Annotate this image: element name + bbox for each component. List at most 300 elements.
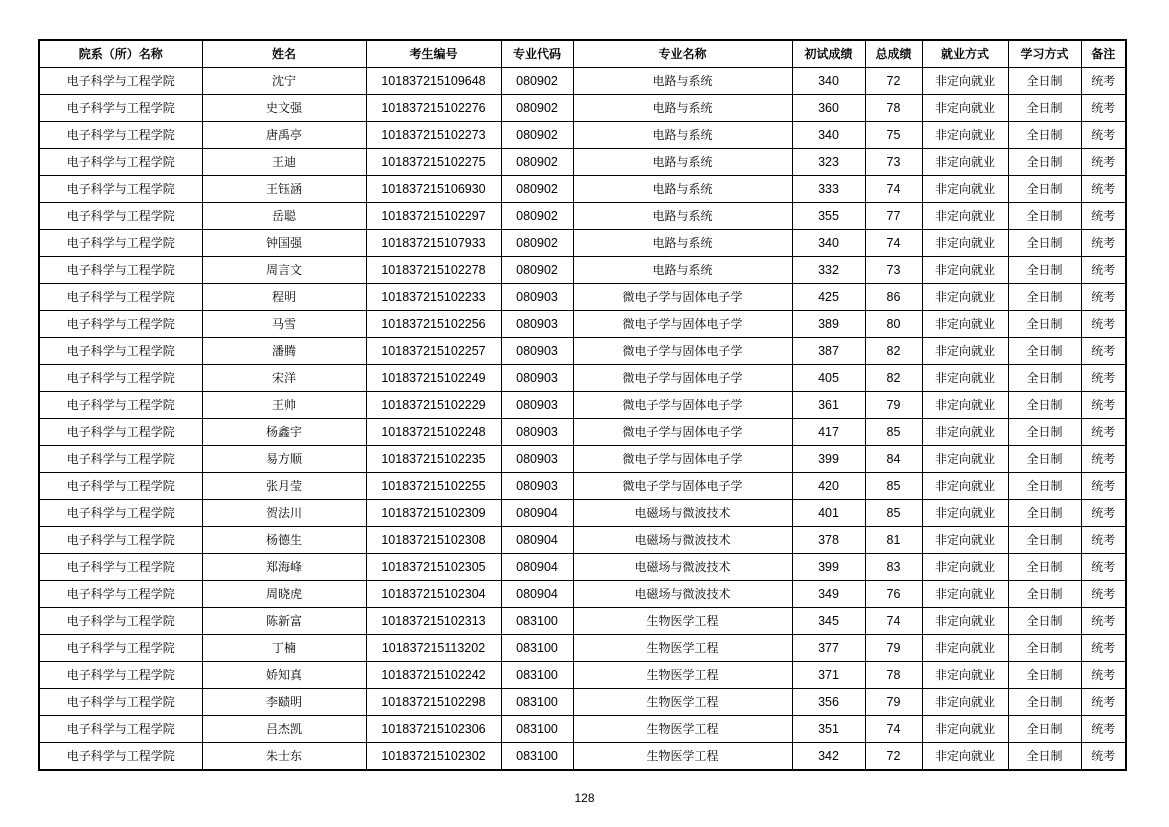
major-code-cell: 083100: [501, 608, 573, 635]
table-row: [39, 68, 1126, 95]
major-name-cell: 微电子学与固体电子学: [573, 419, 792, 446]
name-cell: 史文强: [202, 95, 366, 122]
department-cell: 电子科学与工程学院: [39, 365, 202, 392]
candidate-id-cell: 101837215107933: [366, 230, 501, 257]
initial-score-cell: 356: [792, 689, 865, 716]
major-code-cell: 080902: [501, 68, 573, 95]
study-mode-cell: 全日制: [1008, 365, 1081, 392]
department-cell: 电子科学与工程学院: [39, 149, 202, 176]
table-row: [39, 365, 1126, 392]
major-code-cell: 080903: [501, 284, 573, 311]
employment-type-cell: 非定向就业: [922, 203, 1008, 230]
initial-score-cell: 333: [792, 176, 865, 203]
name-cell: 吕杰凯: [202, 716, 366, 743]
major-name-cell: 电磁场与微波技术: [573, 527, 792, 554]
total-score-cell: 74: [865, 230, 922, 257]
table-row: [39, 689, 1126, 716]
total-score-cell: 72: [865, 743, 922, 771]
total-score-cell: 79: [865, 689, 922, 716]
study-mode-cell: 全日制: [1008, 500, 1081, 527]
study-mode-cell: 全日制: [1008, 554, 1081, 581]
initial-score-cell: 399: [792, 554, 865, 581]
study-mode-cell: 全日制: [1008, 635, 1081, 662]
header-remarks: 备注: [1081, 40, 1126, 68]
table-row: [39, 257, 1126, 284]
remarks-cell: 统考: [1081, 203, 1126, 230]
remarks-cell: 统考: [1081, 608, 1126, 635]
initial-score-cell: 389: [792, 311, 865, 338]
major-name-cell: 微电子学与固体电子学: [573, 311, 792, 338]
table-row: [39, 392, 1126, 419]
table-row: [39, 149, 1126, 176]
major-code-cell: 083100: [501, 716, 573, 743]
candidate-id-cell: 101837215102249: [366, 365, 501, 392]
remarks-cell: 统考: [1081, 365, 1126, 392]
initial-score-cell: 420: [792, 473, 865, 500]
study-mode-cell: 全日制: [1008, 419, 1081, 446]
header-candidate-id: 考生编号: [366, 40, 501, 68]
table-row: [39, 446, 1126, 473]
total-score-cell: 75: [865, 122, 922, 149]
initial-score-cell: 340: [792, 68, 865, 95]
department-cell: 电子科学与工程学院: [39, 527, 202, 554]
name-cell: 周言文: [202, 257, 366, 284]
table-row: [39, 230, 1126, 257]
department-cell: 电子科学与工程学院: [39, 608, 202, 635]
total-score-cell: 82: [865, 365, 922, 392]
study-mode-cell: 全日制: [1008, 743, 1081, 771]
table-row: [39, 122, 1126, 149]
total-score-cell: 72: [865, 68, 922, 95]
employment-type-cell: 非定向就业: [922, 419, 1008, 446]
department-cell: 电子科学与工程学院: [39, 689, 202, 716]
table-row: [39, 662, 1126, 689]
name-cell: 贺法川: [202, 500, 366, 527]
remarks-cell: 统考: [1081, 473, 1126, 500]
study-mode-cell: 全日制: [1008, 662, 1081, 689]
major-name-cell: 电路与系统: [573, 95, 792, 122]
department-cell: 电子科学与工程学院: [39, 68, 202, 95]
major-name-cell: 微电子学与固体电子学: [573, 446, 792, 473]
department-cell: 电子科学与工程学院: [39, 284, 202, 311]
remarks-cell: 统考: [1081, 581, 1126, 608]
total-score-cell: 84: [865, 446, 922, 473]
name-cell: 沈宁: [202, 68, 366, 95]
total-score-cell: 85: [865, 473, 922, 500]
remarks-cell: 统考: [1081, 635, 1126, 662]
initial-score-cell: 361: [792, 392, 865, 419]
study-mode-cell: 全日制: [1008, 608, 1081, 635]
initial-score-cell: 323: [792, 149, 865, 176]
total-score-cell: 74: [865, 608, 922, 635]
major-code-cell: 080903: [501, 419, 573, 446]
major-code-cell: 080904: [501, 500, 573, 527]
total-score-cell: 74: [865, 716, 922, 743]
name-cell: 潘腾: [202, 338, 366, 365]
department-cell: 电子科学与工程学院: [39, 554, 202, 581]
candidate-id-cell: 101837215102298: [366, 689, 501, 716]
remarks-cell: 统考: [1081, 392, 1126, 419]
table-row: [39, 95, 1126, 122]
table-row: [39, 608, 1126, 635]
department-cell: 电子科学与工程学院: [39, 743, 202, 771]
major-code-cell: 083100: [501, 662, 573, 689]
study-mode-cell: 全日制: [1008, 95, 1081, 122]
department-cell: 电子科学与工程学院: [39, 257, 202, 284]
table-row: [39, 284, 1126, 311]
candidate-id-cell: 101837215102297: [366, 203, 501, 230]
remarks-cell: 统考: [1081, 527, 1126, 554]
name-cell: 李赜明: [202, 689, 366, 716]
major-code-cell: 080902: [501, 176, 573, 203]
department-cell: 电子科学与工程学院: [39, 635, 202, 662]
name-cell: 易方顺: [202, 446, 366, 473]
employment-type-cell: 非定向就业: [922, 500, 1008, 527]
major-code-cell: 080902: [501, 149, 573, 176]
major-name-cell: 微电子学与固体电子学: [573, 338, 792, 365]
candidate-id-cell: 101837215102308: [366, 527, 501, 554]
study-mode-cell: 全日制: [1008, 68, 1081, 95]
total-score-cell: 78: [865, 95, 922, 122]
admission-table: [38, 39, 1127, 771]
header-name: 姓名: [202, 40, 366, 68]
major-code-cell: 083100: [501, 743, 573, 771]
candidate-id-cell: 101837215102273: [366, 122, 501, 149]
employment-type-cell: 非定向就业: [922, 554, 1008, 581]
employment-type-cell: 非定向就业: [922, 689, 1008, 716]
study-mode-cell: 全日制: [1008, 392, 1081, 419]
employment-type-cell: 非定向就业: [922, 608, 1008, 635]
page-number: 128: [574, 791, 595, 805]
employment-type-cell: 非定向就业: [922, 68, 1008, 95]
study-mode-cell: 全日制: [1008, 257, 1081, 284]
initial-score-cell: 340: [792, 122, 865, 149]
candidate-id-cell: 101837215102233: [366, 284, 501, 311]
table-row: [39, 581, 1126, 608]
name-cell: 娇知真: [202, 662, 366, 689]
candidate-id-cell: 101837215102313: [366, 608, 501, 635]
study-mode-cell: 全日制: [1008, 176, 1081, 203]
initial-score-cell: 399: [792, 446, 865, 473]
total-score-cell: 80: [865, 311, 922, 338]
major-code-cell: 080903: [501, 392, 573, 419]
remarks-cell: 统考: [1081, 689, 1126, 716]
department-cell: 电子科学与工程学院: [39, 203, 202, 230]
table-row: [39, 203, 1126, 230]
major-name-cell: 电路与系统: [573, 68, 792, 95]
initial-score-cell: 371: [792, 662, 865, 689]
total-score-cell: 77: [865, 203, 922, 230]
remarks-cell: 统考: [1081, 743, 1126, 771]
study-mode-cell: 全日制: [1008, 716, 1081, 743]
initial-score-cell: 340: [792, 230, 865, 257]
table-row: [39, 554, 1126, 581]
employment-type-cell: 非定向就业: [922, 635, 1008, 662]
major-name-cell: 生物医学工程: [573, 662, 792, 689]
major-name-cell: 电路与系统: [573, 176, 792, 203]
employment-type-cell: 非定向就业: [922, 149, 1008, 176]
major-code-cell: 080902: [501, 203, 573, 230]
major-name-cell: 微电子学与固体电子学: [573, 284, 792, 311]
employment-type-cell: 非定向就业: [922, 257, 1008, 284]
major-name-cell: 生物医学工程: [573, 608, 792, 635]
study-mode-cell: 全日制: [1008, 311, 1081, 338]
employment-type-cell: 非定向就业: [922, 338, 1008, 365]
table-row: [39, 743, 1126, 771]
name-cell: 王帅: [202, 392, 366, 419]
name-cell: 王钰涵: [202, 176, 366, 203]
initial-score-cell: 360: [792, 95, 865, 122]
study-mode-cell: 全日制: [1008, 203, 1081, 230]
name-cell: 陈新富: [202, 608, 366, 635]
department-cell: 电子科学与工程学院: [39, 716, 202, 743]
initial-score-cell: 349: [792, 581, 865, 608]
major-code-cell: 080904: [501, 527, 573, 554]
initial-score-cell: 377: [792, 635, 865, 662]
total-score-cell: 79: [865, 635, 922, 662]
major-name-cell: 电路与系统: [573, 230, 792, 257]
candidate-id-cell: 101837215102302: [366, 743, 501, 771]
initial-score-cell: 355: [792, 203, 865, 230]
major-name-cell: 电磁场与微波技术: [573, 581, 792, 608]
table-row: [39, 338, 1126, 365]
department-cell: 电子科学与工程学院: [39, 176, 202, 203]
employment-type-cell: 非定向就业: [922, 527, 1008, 554]
table-row: [39, 176, 1126, 203]
major-code-cell: 083100: [501, 689, 573, 716]
study-mode-cell: 全日制: [1008, 689, 1081, 716]
employment-type-cell: 非定向就业: [922, 311, 1008, 338]
initial-score-cell: 351: [792, 716, 865, 743]
employment-type-cell: 非定向就业: [922, 365, 1008, 392]
remarks-cell: 统考: [1081, 284, 1126, 311]
total-score-cell: 73: [865, 149, 922, 176]
department-cell: 电子科学与工程学院: [39, 581, 202, 608]
candidate-id-cell: 101837215102256: [366, 311, 501, 338]
name-cell: 周晓虎: [202, 581, 366, 608]
table-row: [39, 716, 1126, 743]
major-name-cell: 生物医学工程: [573, 716, 792, 743]
department-cell: 电子科学与工程学院: [39, 122, 202, 149]
candidate-id-cell: 101837215109648: [366, 68, 501, 95]
initial-score-cell: 342: [792, 743, 865, 771]
candidate-id-cell: 101837215102306: [366, 716, 501, 743]
header-study-mode: 学习方式: [1008, 40, 1081, 68]
employment-type-cell: 非定向就业: [922, 284, 1008, 311]
major-code-cell: 080903: [501, 446, 573, 473]
major-name-cell: 生物医学工程: [573, 743, 792, 771]
total-score-cell: 85: [865, 419, 922, 446]
name-cell: 王迪: [202, 149, 366, 176]
remarks-cell: 统考: [1081, 176, 1126, 203]
name-cell: 丁楠: [202, 635, 366, 662]
department-cell: 电子科学与工程学院: [39, 230, 202, 257]
table-header-row: [39, 40, 1126, 68]
major-name-cell: 生物医学工程: [573, 635, 792, 662]
employment-type-cell: 非定向就业: [922, 662, 1008, 689]
major-name-cell: 微电子学与固体电子学: [573, 392, 792, 419]
employment-type-cell: 非定向就业: [922, 122, 1008, 149]
candidate-id-cell: 101837215106930: [366, 176, 501, 203]
remarks-cell: 统考: [1081, 554, 1126, 581]
study-mode-cell: 全日制: [1008, 473, 1081, 500]
candidate-id-cell: 101837215102257: [366, 338, 501, 365]
department-cell: 电子科学与工程学院: [39, 95, 202, 122]
header-initial-score: 初试成绩: [792, 40, 865, 68]
major-code-cell: 080902: [501, 95, 573, 122]
header-employment-type: 就业方式: [922, 40, 1008, 68]
remarks-cell: 统考: [1081, 662, 1126, 689]
name-cell: 杨德生: [202, 527, 366, 554]
total-score-cell: 85: [865, 500, 922, 527]
total-score-cell: 82: [865, 338, 922, 365]
study-mode-cell: 全日制: [1008, 230, 1081, 257]
name-cell: 郑海峰: [202, 554, 366, 581]
name-cell: 岳聪: [202, 203, 366, 230]
initial-score-cell: 401: [792, 500, 865, 527]
study-mode-cell: 全日制: [1008, 581, 1081, 608]
name-cell: 张月莹: [202, 473, 366, 500]
candidate-id-cell: 101837215102248: [366, 419, 501, 446]
candidate-id-cell: 101837215102309: [366, 500, 501, 527]
header-department: 院系（所）名称: [39, 40, 202, 68]
candidate-id-cell: 101837215102235: [366, 446, 501, 473]
table-row: [39, 419, 1126, 446]
remarks-cell: 统考: [1081, 446, 1126, 473]
major-name-cell: 微电子学与固体电子学: [573, 365, 792, 392]
remarks-cell: 统考: [1081, 419, 1126, 446]
table-row: [39, 473, 1126, 500]
study-mode-cell: 全日制: [1008, 527, 1081, 554]
total-score-cell: 81: [865, 527, 922, 554]
initial-score-cell: 425: [792, 284, 865, 311]
candidate-id-cell: 101837215102276: [366, 95, 501, 122]
remarks-cell: 统考: [1081, 95, 1126, 122]
employment-type-cell: 非定向就业: [922, 473, 1008, 500]
total-score-cell: 74: [865, 176, 922, 203]
major-name-cell: 电磁场与微波技术: [573, 554, 792, 581]
major-name-cell: 电路与系统: [573, 203, 792, 230]
employment-type-cell: 非定向就业: [922, 716, 1008, 743]
major-name-cell: 微电子学与固体电子学: [573, 473, 792, 500]
initial-score-cell: 332: [792, 257, 865, 284]
total-score-cell: 73: [865, 257, 922, 284]
major-code-cell: 080902: [501, 122, 573, 149]
table-row: [39, 635, 1126, 662]
remarks-cell: 统考: [1081, 311, 1126, 338]
table-body: [39, 68, 1126, 771]
department-cell: 电子科学与工程学院: [39, 446, 202, 473]
department-cell: 电子科学与工程学院: [39, 311, 202, 338]
study-mode-cell: 全日制: [1008, 446, 1081, 473]
department-cell: 电子科学与工程学院: [39, 473, 202, 500]
major-name-cell: 生物医学工程: [573, 689, 792, 716]
total-score-cell: 76: [865, 581, 922, 608]
header-total-score: 总成绩: [865, 40, 922, 68]
candidate-id-cell: 101837215102242: [366, 662, 501, 689]
remarks-cell: 统考: [1081, 338, 1126, 365]
major-code-cell: 080903: [501, 311, 573, 338]
initial-score-cell: 417: [792, 419, 865, 446]
candidate-id-cell: 101837215102278: [366, 257, 501, 284]
major-name-cell: 电磁场与微波技术: [573, 500, 792, 527]
table-row: [39, 500, 1126, 527]
table-row: [39, 311, 1126, 338]
candidate-id-cell: 101837215102275: [366, 149, 501, 176]
name-cell: 杨鑫宇: [202, 419, 366, 446]
employment-type-cell: 非定向就业: [922, 230, 1008, 257]
remarks-cell: 统考: [1081, 716, 1126, 743]
header-major-name: 专业名称: [573, 40, 792, 68]
total-score-cell: 78: [865, 662, 922, 689]
major-name-cell: 电路与系统: [573, 122, 792, 149]
total-score-cell: 79: [865, 392, 922, 419]
total-score-cell: 86: [865, 284, 922, 311]
initial-score-cell: 345: [792, 608, 865, 635]
employment-type-cell: 非定向就业: [922, 176, 1008, 203]
employment-type-cell: 非定向就业: [922, 581, 1008, 608]
department-cell: 电子科学与工程学院: [39, 419, 202, 446]
remarks-cell: 统考: [1081, 230, 1126, 257]
remarks-cell: 统考: [1081, 149, 1126, 176]
department-cell: 电子科学与工程学院: [39, 338, 202, 365]
major-code-cell: 080903: [501, 338, 573, 365]
major-name-cell: 电路与系统: [573, 257, 792, 284]
total-score-cell: 83: [865, 554, 922, 581]
candidate-id-cell: 101837215102229: [366, 392, 501, 419]
name-cell: 宋洋: [202, 365, 366, 392]
candidate-id-cell: 101837215113202: [366, 635, 501, 662]
study-mode-cell: 全日制: [1008, 122, 1081, 149]
employment-type-cell: 非定向就业: [922, 446, 1008, 473]
major-code-cell: 080902: [501, 230, 573, 257]
major-code-cell: 080903: [501, 365, 573, 392]
employment-type-cell: 非定向就业: [922, 392, 1008, 419]
table-row: [39, 527, 1126, 554]
initial-score-cell: 378: [792, 527, 865, 554]
initial-score-cell: 405: [792, 365, 865, 392]
candidate-id-cell: 101837215102255: [366, 473, 501, 500]
employment-type-cell: 非定向就业: [922, 95, 1008, 122]
study-mode-cell: 全日制: [1008, 284, 1081, 311]
department-cell: 电子科学与工程学院: [39, 662, 202, 689]
name-cell: 程明: [202, 284, 366, 311]
header-major-code: 专业代码: [501, 40, 573, 68]
study-mode-cell: 全日制: [1008, 149, 1081, 176]
name-cell: 钟国强: [202, 230, 366, 257]
major-code-cell: 083100: [501, 635, 573, 662]
remarks-cell: 统考: [1081, 122, 1126, 149]
name-cell: 朱士东: [202, 743, 366, 771]
remarks-cell: 统考: [1081, 500, 1126, 527]
major-code-cell: 080902: [501, 257, 573, 284]
remarks-cell: 统考: [1081, 257, 1126, 284]
name-cell: 唐禹亭: [202, 122, 366, 149]
department-cell: 电子科学与工程学院: [39, 392, 202, 419]
major-code-cell: 080903: [501, 473, 573, 500]
department-cell: 电子科学与工程学院: [39, 500, 202, 527]
employment-type-cell: 非定向就业: [922, 743, 1008, 771]
candidate-id-cell: 101837215102305: [366, 554, 501, 581]
study-mode-cell: 全日制: [1008, 338, 1081, 365]
major-code-cell: 080904: [501, 581, 573, 608]
initial-score-cell: 387: [792, 338, 865, 365]
name-cell: 马雪: [202, 311, 366, 338]
candidate-id-cell: 101837215102304: [366, 581, 501, 608]
major-code-cell: 080904: [501, 554, 573, 581]
remarks-cell: 统考: [1081, 68, 1126, 95]
major-name-cell: 电路与系统: [573, 149, 792, 176]
